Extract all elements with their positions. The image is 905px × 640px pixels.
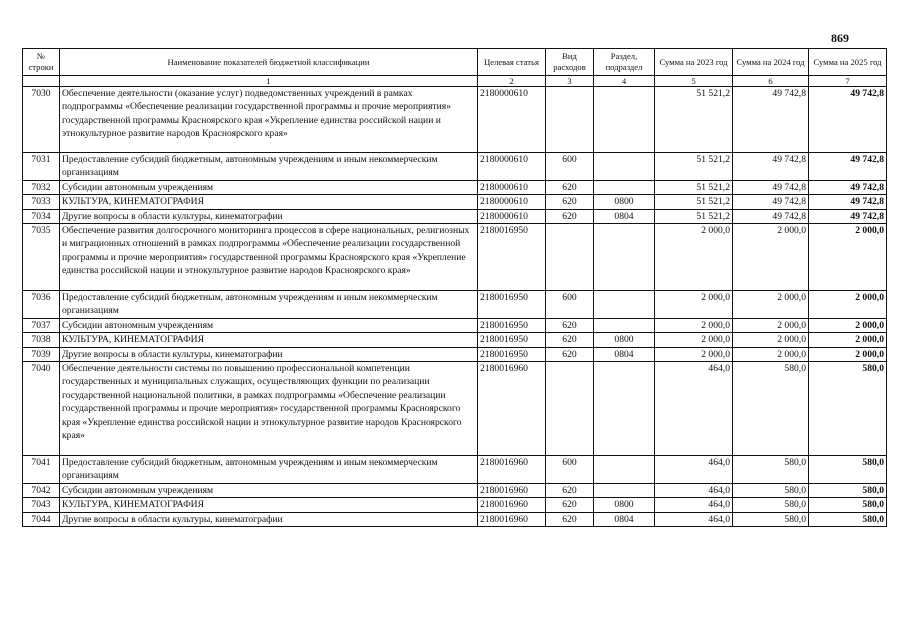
table-row — [23, 456, 887, 484]
row-number: 7032 — [23, 180, 60, 194]
header-row-no: № строки — [23, 49, 60, 76]
sum-2023: 464,0 — [655, 483, 733, 497]
sum-2024: 49 742,8 — [733, 87, 809, 153]
expense-type: 620 — [546, 209, 594, 223]
row-number: 7034 — [23, 209, 60, 223]
sum-2025: 2 000,0 — [809, 291, 887, 319]
sum-2023: 464,0 — [655, 362, 733, 456]
section-subsection: 0800 — [594, 498, 655, 512]
sum-2024: 580,0 — [733, 512, 809, 526]
table-row — [23, 362, 887, 456]
table-body — [23, 87, 887, 527]
sum-2023: 51 521,2 — [655, 87, 733, 153]
expense-type: 600 — [546, 291, 594, 319]
section-subsection — [594, 456, 655, 484]
row-name: КУЛЬТУРА, КИНЕМАТОГРАФИЯ — [60, 498, 478, 512]
table-row — [23, 498, 887, 512]
expense-type — [546, 224, 594, 291]
sum-2023: 2 000,0 — [655, 291, 733, 319]
target-article: 2180016950 — [478, 224, 546, 291]
sum-2024: 580,0 — [733, 498, 809, 512]
target-article: 2180000610 — [478, 87, 546, 153]
header-name: Наименование показателей бюджетной классификации — [60, 49, 478, 76]
section-subsection — [594, 483, 655, 497]
sum-2025: 49 742,8 — [809, 195, 887, 209]
header-row — [23, 49, 887, 76]
sum-2025: 49 742,8 — [809, 209, 887, 223]
sum-2025: 580,0 — [809, 512, 887, 526]
section-subsection — [594, 224, 655, 291]
sum-2024: 49 742,8 — [733, 180, 809, 194]
column-number: 5 — [655, 76, 733, 87]
row-number: 7044 — [23, 512, 60, 526]
section-subsection — [594, 291, 655, 319]
row-name: Субсидии автономным учреждениям — [60, 483, 478, 497]
row-number: 7041 — [23, 456, 60, 484]
table-row — [23, 347, 887, 361]
sum-2025: 49 742,8 — [809, 180, 887, 194]
row-number: 7042 — [23, 483, 60, 497]
section-subsection: 0804 — [594, 512, 655, 526]
section-subsection — [594, 180, 655, 194]
target-article: 2180016960 — [478, 498, 546, 512]
header-target: Целевая статья — [478, 49, 546, 76]
sum-2025: 580,0 — [809, 483, 887, 497]
sum-2024: 2 000,0 — [733, 291, 809, 319]
header-kvr: Вид расходов — [546, 49, 594, 76]
row-number: 7038 — [23, 333, 60, 347]
table-row — [23, 180, 887, 194]
section-subsection: 0800 — [594, 195, 655, 209]
target-article: 2180016950 — [478, 347, 546, 361]
sum-2025: 2 000,0 — [809, 347, 887, 361]
row-name: КУЛЬТУРА, КИНЕМАТОГРАФИЯ — [60, 333, 478, 347]
section-subsection — [594, 87, 655, 153]
target-article: 2180000610 — [478, 209, 546, 223]
sum-2023: 2 000,0 — [655, 318, 733, 332]
section-subsection — [594, 318, 655, 332]
expense-type: 600 — [546, 153, 594, 181]
sum-2023: 51 521,2 — [655, 180, 733, 194]
sum-2023: 464,0 — [655, 512, 733, 526]
section-subsection — [594, 153, 655, 181]
row-number: 7031 — [23, 153, 60, 181]
table-row — [23, 224, 887, 291]
header-sum-2023: Сумма на 2023 год — [655, 49, 733, 76]
table-row — [23, 512, 887, 526]
sum-2024: 2 000,0 — [733, 224, 809, 291]
target-article: 2180016960 — [478, 362, 546, 456]
target-article: 2180016960 — [478, 512, 546, 526]
page-number: 869 — [831, 31, 849, 45]
sum-2025: 580,0 — [809, 456, 887, 484]
sum-2023: 2 000,0 — [655, 333, 733, 347]
column-number: 7 — [809, 76, 887, 87]
expense-type — [546, 87, 594, 153]
sum-2023: 51 521,2 — [655, 153, 733, 181]
sum-2025: 2 000,0 — [809, 224, 887, 291]
sum-2025: 580,0 — [809, 498, 887, 512]
row-name: Другие вопросы в области культуры, кинематографии — [60, 512, 478, 526]
table-row — [23, 153, 887, 181]
target-article: 2180016950 — [478, 333, 546, 347]
sum-2023: 2 000,0 — [655, 224, 733, 291]
table-row — [23, 195, 887, 209]
row-name: КУЛЬТУРА, КИНЕМАТОГРАФИЯ — [60, 195, 478, 209]
sum-2024: 580,0 — [733, 483, 809, 497]
row-name: Предоставление субсидий бюджетным, автономным учреждениям и иным некоммерческим организациям — [60, 456, 478, 484]
sum-2024: 49 742,8 — [733, 209, 809, 223]
column-number: 2 — [478, 76, 546, 87]
sum-2023: 51 521,2 — [655, 195, 733, 209]
row-name: Обеспечение деятельности системы по повышению профессиональной компетенции государственных и муниципальных служащих, осуществляющих функции по реализации государственной национальной политики, в рамках подпрограммы «Обеспечение реализации государственной программы и прочие мероприятия» государственной программы Красноярского края «Укрепление единства российской нации и этнокультурное развитие народов Красноярского края» — [60, 362, 478, 456]
sum-2024: 580,0 — [733, 362, 809, 456]
section-subsection: 0804 — [594, 209, 655, 223]
expense-type: 600 — [546, 456, 594, 484]
expense-type: 620 — [546, 498, 594, 512]
row-number: 7039 — [23, 347, 60, 361]
row-number: 7036 — [23, 291, 60, 319]
sum-2024: 580,0 — [733, 456, 809, 484]
sum-2024: 2 000,0 — [733, 347, 809, 361]
table-row — [23, 291, 887, 319]
expense-type: 620 — [546, 333, 594, 347]
column-number: 3 — [546, 76, 594, 87]
expense-type — [546, 362, 594, 456]
column-number-row — [23, 76, 887, 87]
column-number — [23, 76, 60, 87]
row-name: Обеспечение развития долгосрочного мониторинга процессов в сфере национальных, религиозных и миграционных отношений в рамках подпрограммы «Обеспечение реализации государственной программы и прочие мероприятия» государственной программы Красноярского края «Укрепление единства российской нации и этнокультурное развитие народов Красноярского края» — [60, 224, 478, 291]
expense-type: 620 — [546, 180, 594, 194]
expense-type: 620 — [546, 195, 594, 209]
row-number: 7043 — [23, 498, 60, 512]
expense-type: 620 — [546, 512, 594, 526]
row-name: Субсидии автономным учреждениям — [60, 318, 478, 332]
column-number: 4 — [594, 76, 655, 87]
row-name: Другие вопросы в области культуры, кинематографии — [60, 347, 478, 361]
sum-2025: 49 742,8 — [809, 153, 887, 181]
row-name: Предоставление субсидий бюджетным, автономным учреждениям и иным некоммерческим организациям — [60, 153, 478, 181]
sum-2024: 49 742,8 — [733, 153, 809, 181]
header-rz: Раздел, подраздел — [594, 49, 655, 76]
table-row — [23, 87, 887, 153]
budget-table — [22, 48, 887, 527]
expense-type: 620 — [546, 483, 594, 497]
sum-2023: 2 000,0 — [655, 347, 733, 361]
sum-2025: 2 000,0 — [809, 333, 887, 347]
sum-2024: 2 000,0 — [733, 333, 809, 347]
table-row — [23, 209, 887, 223]
header-sum-2024: Сумма на 2024 год — [733, 49, 809, 76]
sum-2025: 49 742,8 — [809, 87, 887, 153]
section-subsection — [594, 362, 655, 456]
row-name: Другие вопросы в области культуры, кинематографии — [60, 209, 478, 223]
sum-2023: 464,0 — [655, 456, 733, 484]
table-row — [23, 483, 887, 497]
sum-2024: 2 000,0 — [733, 318, 809, 332]
target-article: 2180000610 — [478, 153, 546, 181]
sum-2025: 2 000,0 — [809, 318, 887, 332]
table-row — [23, 333, 887, 347]
target-article: 2180000610 — [478, 195, 546, 209]
expense-type: 620 — [546, 347, 594, 361]
row-name: Предоставление субсидий бюджетным, автономным учреждениям и иным некоммерческим организациям — [60, 291, 478, 319]
column-number: 1 — [60, 76, 478, 87]
column-number: 6 — [733, 76, 809, 87]
row-number: 7037 — [23, 318, 60, 332]
sum-2023: 51 521,2 — [655, 209, 733, 223]
header-sum-2025: Сумма на 2025 год — [809, 49, 887, 76]
sum-2024: 49 742,8 — [733, 195, 809, 209]
row-number: 7035 — [23, 224, 60, 291]
sum-2023: 464,0 — [655, 498, 733, 512]
row-name: Субсидии автономным учреждениям — [60, 180, 478, 194]
row-number: 7033 — [23, 195, 60, 209]
sum-2025: 580,0 — [809, 362, 887, 456]
target-article: 2180016950 — [478, 291, 546, 319]
row-number: 7040 — [23, 362, 60, 456]
row-name: Обеспечение деятельности (оказание услуг) подведомственных учреждений в рамках подпрограммы «Обеспечение реализации государственной программы и прочие мероприятия» государственной программы Красноярского края «Укрепление единства российской нации и этнокультурное развитие народов Красноярского края» — [60, 87, 478, 153]
target-article: 2180000610 — [478, 180, 546, 194]
table-row — [23, 318, 887, 332]
expense-type: 620 — [546, 318, 594, 332]
target-article: 2180016960 — [478, 456, 546, 484]
target-article: 2180016960 — [478, 483, 546, 497]
section-subsection: 0804 — [594, 347, 655, 361]
section-subsection: 0800 — [594, 333, 655, 347]
row-number: 7030 — [23, 87, 60, 153]
target-article: 2180016950 — [478, 318, 546, 332]
